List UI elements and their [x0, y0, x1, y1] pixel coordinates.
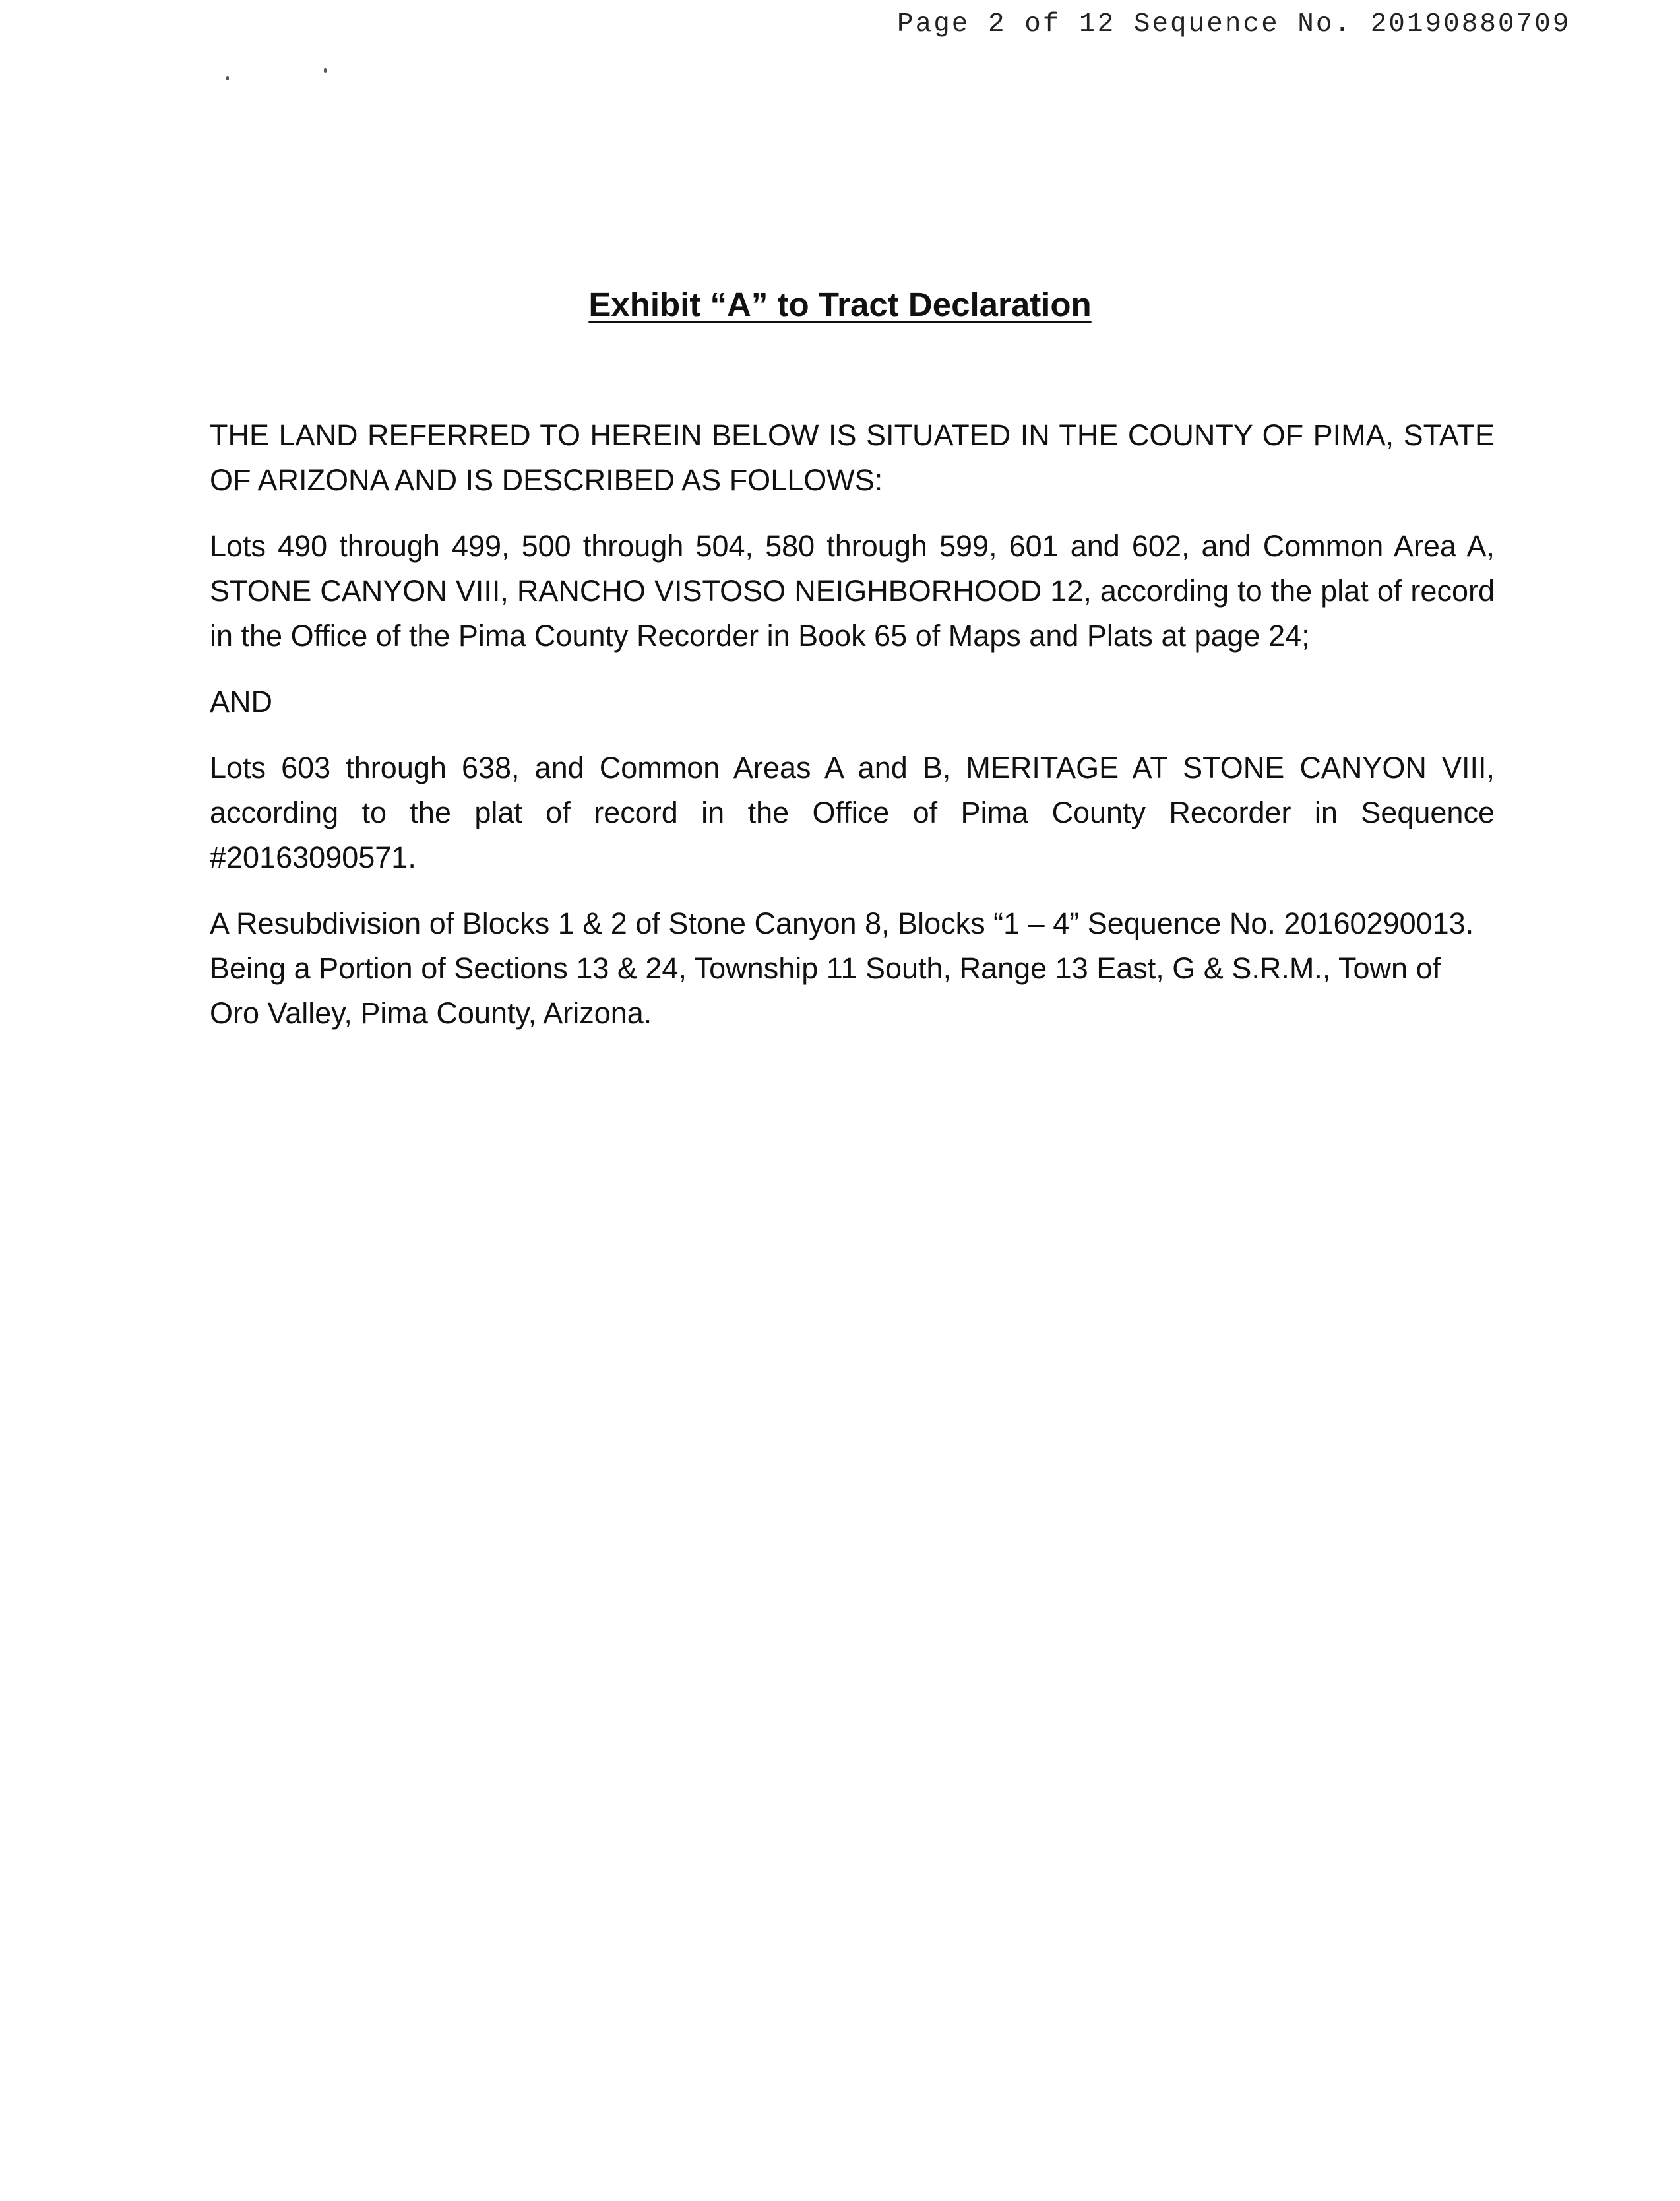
document-title: Exhibit “A” to Tract Declaration — [588, 286, 1092, 323]
paragraph-land-situated: THE LAND REFERRED TO HEREIN BELOW IS SITUATED IN THE COUNTY OF PIMA, STATE OF ARIZONA AND IS DESCRIBED AS FOLLOWS: — [210, 418, 1495, 497]
paragraph-lots-meritage: Lots 603 through 638, and Common Areas A and B, MERITAGE AT STONE CANYON VIII, according to the plat of record in the Office of Pima County Recorder in Sequence #20163090571. — [210, 751, 1495, 874]
paragraph-lots-stone-canyon: Lots 490 through 499, 500 through 504, 580 through 599, 601 and 602, and Common Area A, STONE CANYON VIII, RANCHO VISTOSO NEIGHBORHOOD 12, according to the plat of record in the Office of the Pima County Recorder in Book 65 of Maps and Plats at page 24; — [210, 529, 1495, 653]
scan-speck — [324, 68, 327, 73]
paragraph-resubdivision: A Resubdivision of Blocks 1 & 2 of Stone Canyon 8, Blocks “1 – 4” Sequence No. 20160290013. Being a Portion of Sections 13 & 24, Township 11 South, Range 13 East, G & S.R.M., Town of Oro Valley, Pima County, Arizona. — [210, 907, 1474, 1030]
scan-speck — [226, 76, 229, 80]
page-sequence-header: Page 2 of 12 Sequence No. 20190880709 — [897, 9, 1571, 40]
paragraph-and: AND — [210, 685, 273, 718]
document-body — [210, 413, 1495, 1057]
